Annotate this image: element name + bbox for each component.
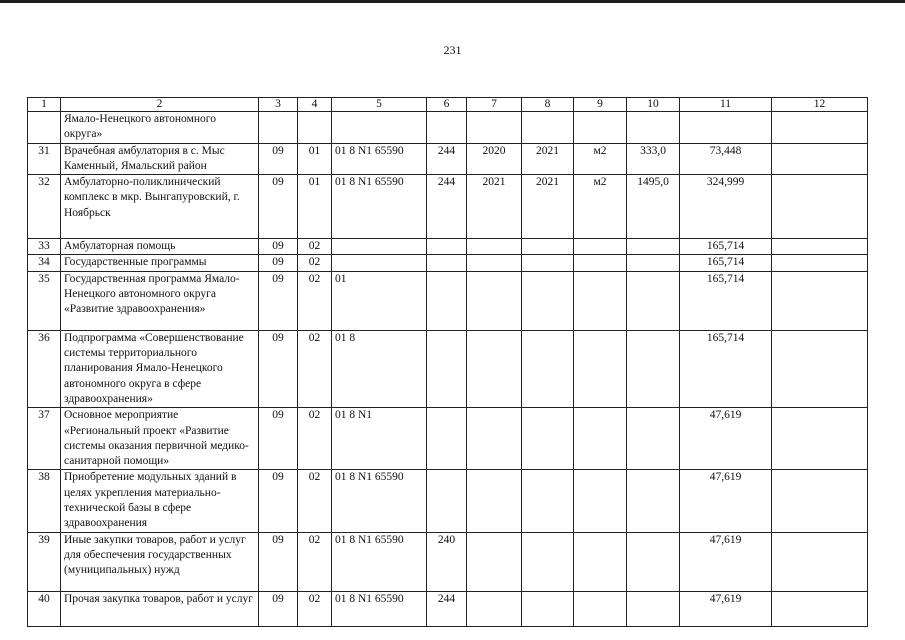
table-row — [28, 175, 868, 239]
cell-item-name: Приобретение модульных зданий в целях укрепления материально-технической базы в сфере здравоохранения — [61, 470, 259, 532]
cell-expense-type-code: 240 — [427, 532, 467, 591]
cell-target-article-code — [332, 255, 427, 271]
column-header: 10 — [627, 98, 680, 112]
cell-subsection-code: 02 — [298, 330, 332, 407]
cell-end-year — [522, 271, 574, 330]
cell-start-year — [467, 330, 522, 407]
column-header: 5 — [332, 98, 427, 112]
cell-note — [772, 143, 868, 175]
column-header: 12 — [772, 98, 868, 112]
cell-amount: 47,619 — [680, 408, 772, 470]
cell-capacity — [627, 112, 680, 144]
cell-item-name: Иные закупки товаров, работ и услуг для обеспечения государственных (муниципальных) нужд — [61, 532, 259, 591]
cell-section-code: 09 — [259, 271, 298, 330]
cell-section-code: 09 — [259, 591, 298, 626]
cell-subsection-code: 02 — [298, 239, 332, 255]
cell-expense-type-code — [427, 470, 467, 532]
cell-row-number: 37 — [28, 408, 61, 470]
cell-amount: 165,714 — [680, 239, 772, 255]
cell-row-number: 35 — [28, 271, 61, 330]
cell-row-number: 33 — [28, 239, 61, 255]
cell-expense-type-code — [427, 239, 467, 255]
cell-item-name: Прочая закупка товаров, работ и услуг — [61, 591, 259, 626]
column-header: 7 — [467, 98, 522, 112]
table-row — [28, 591, 868, 626]
cell-target-article-code: 01 8 N1 65590 — [332, 591, 427, 626]
cell-note — [772, 532, 868, 591]
header-row — [28, 98, 868, 112]
cell-capacity: 1495,0 — [627, 175, 680, 239]
column-header: 9 — [574, 98, 627, 112]
cell-start-year — [467, 255, 522, 271]
cell-capacity — [627, 532, 680, 591]
column-header: 6 — [427, 98, 467, 112]
table-row — [28, 532, 868, 591]
cell-item-name: Подпрограмма «Совершенствование системы территориального планирования Ямало-Ненецкого автономного округа в сфере здравоохранения» — [61, 330, 259, 407]
cell-subsection-code — [298, 112, 332, 144]
cell-start-year — [467, 239, 522, 255]
cell-item-name: Ямало-Ненецкого автономного округа» — [61, 112, 259, 144]
cell-expense-type-code — [427, 330, 467, 407]
cell-capacity — [627, 470, 680, 532]
cell-amount: 47,619 — [680, 532, 772, 591]
cell-target-article-code: 01 8 N1 65590 — [332, 532, 427, 591]
cell-subsection-code: 01 — [298, 175, 332, 239]
cell-section-code — [259, 112, 298, 144]
column-header: 3 — [259, 98, 298, 112]
cell-unit — [574, 330, 627, 407]
cell-unit: м2 — [574, 143, 627, 175]
cell-amount — [680, 112, 772, 144]
cell-amount: 165,714 — [680, 330, 772, 407]
cell-expense-type-code — [427, 112, 467, 144]
cell-row-number — [28, 112, 61, 144]
top-border-line — [0, 0, 905, 3]
cell-item-name: Амбулаторная помощь — [61, 239, 259, 255]
cell-section-code: 09 — [259, 143, 298, 175]
table-row — [28, 143, 868, 175]
cell-note — [772, 255, 868, 271]
cell-target-article-code: 01 8 N1 65590 — [332, 470, 427, 532]
cell-section-code: 09 — [259, 470, 298, 532]
cell-start-year — [467, 532, 522, 591]
cell-row-number: 34 — [28, 255, 61, 271]
table-row — [28, 271, 868, 330]
cell-unit — [574, 591, 627, 626]
cell-note — [772, 591, 868, 626]
cell-row-number: 31 — [28, 143, 61, 175]
cell-capacity: 333,0 — [627, 143, 680, 175]
cell-start-year — [467, 470, 522, 532]
cell-start-year — [467, 408, 522, 470]
column-header: 8 — [522, 98, 574, 112]
cell-note — [772, 239, 868, 255]
cell-capacity — [627, 271, 680, 330]
cell-subsection-code: 02 — [298, 470, 332, 532]
cell-row-number: 32 — [28, 175, 61, 239]
table-row — [28, 470, 868, 532]
cell-note — [772, 175, 868, 239]
cell-end-year — [522, 470, 574, 532]
cell-note — [772, 408, 868, 470]
cell-subsection-code: 02 — [298, 591, 332, 626]
cell-subsection-code: 02 — [298, 532, 332, 591]
cell-start-year — [467, 112, 522, 144]
cell-start-year — [467, 271, 522, 330]
cell-target-article-code: 01 8 N1 65590 — [332, 175, 427, 239]
cell-unit — [574, 239, 627, 255]
budget-table — [27, 97, 868, 627]
column-header: 11 — [680, 98, 772, 112]
table-row — [28, 330, 868, 407]
cell-unit — [574, 532, 627, 591]
cell-row-number: 38 — [28, 470, 61, 532]
cell-end-year: 2021 — [522, 175, 574, 239]
cell-note — [772, 470, 868, 532]
cell-end-year: 2021 — [522, 143, 574, 175]
cell-unit — [574, 470, 627, 532]
cell-start-year — [467, 591, 522, 626]
cell-section-code: 09 — [259, 255, 298, 271]
cell-item-name: Государственные программы — [61, 255, 259, 271]
cell-expense-type-code — [427, 408, 467, 470]
cell-end-year — [522, 330, 574, 407]
cell-item-name: Основное мероприятие «Региональный проект «Развитие системы оказания первичной медико-санитарной помощи» — [61, 408, 259, 470]
cell-expense-type-code — [427, 255, 467, 271]
cell-section-code: 09 — [259, 175, 298, 239]
column-header: 4 — [298, 98, 332, 112]
cell-row-number: 40 — [28, 591, 61, 626]
cell-capacity — [627, 591, 680, 626]
cell-subsection-code: 02 — [298, 255, 332, 271]
cell-unit — [574, 408, 627, 470]
cell-note — [772, 271, 868, 330]
cell-item-name: Врачебная амбулатория в с. Мыс Каменный, Ямальский район — [61, 143, 259, 175]
cell-capacity — [627, 408, 680, 470]
cell-amount: 165,714 — [680, 271, 772, 330]
cell-section-code: 09 — [259, 330, 298, 407]
cell-unit — [574, 112, 627, 144]
cell-amount: 47,619 — [680, 591, 772, 626]
cell-start-year: 2020 — [467, 143, 522, 175]
cell-amount: 47,619 — [680, 470, 772, 532]
cell-amount: 324,999 — [680, 175, 772, 239]
cell-target-article-code: 01 8 — [332, 330, 427, 407]
page-number: 231 — [443, 43, 462, 57]
cell-unit — [574, 271, 627, 330]
cell-amount: 165,714 — [680, 255, 772, 271]
cell-capacity — [627, 255, 680, 271]
cell-expense-type-code: 244 — [427, 143, 467, 175]
table-row — [28, 112, 868, 144]
cell-target-article-code — [332, 112, 427, 144]
cell-amount: 73,448 — [680, 143, 772, 175]
table-row — [28, 255, 868, 271]
cell-start-year: 2021 — [467, 175, 522, 239]
cell-expense-type-code: 244 — [427, 591, 467, 626]
cell-subsection-code: 02 — [298, 408, 332, 470]
table-row — [28, 408, 868, 470]
cell-capacity — [627, 239, 680, 255]
cell-section-code: 09 — [259, 408, 298, 470]
cell-subsection-code: 02 — [298, 271, 332, 330]
cell-unit: м2 — [574, 175, 627, 239]
cell-item-name: Амбулаторно-поликлинический комплекс в мкр. Вынгапуровский, г. Ноябрьск — [61, 175, 259, 239]
cell-target-article-code — [332, 239, 427, 255]
column-header: 2 — [61, 98, 259, 112]
cell-row-number: 36 — [28, 330, 61, 407]
cell-end-year — [522, 112, 574, 144]
cell-unit — [574, 255, 627, 271]
cell-capacity — [627, 330, 680, 407]
cell-end-year — [522, 239, 574, 255]
cell-note — [772, 330, 868, 407]
cell-end-year — [522, 532, 574, 591]
cell-expense-type-code: 244 — [427, 175, 467, 239]
cell-target-article-code: 01 — [332, 271, 427, 330]
cell-row-number: 39 — [28, 532, 61, 591]
cell-note — [772, 112, 868, 144]
cell-item-name: Государственная программа Ямало-Ненецкого автономного округа «Развитие здравоохранения» — [61, 271, 259, 330]
column-header: 1 — [28, 98, 61, 112]
cell-target-article-code: 01 8 N1 65590 — [332, 143, 427, 175]
cell-end-year — [522, 591, 574, 626]
table-row — [28, 239, 868, 255]
cell-end-year — [522, 408, 574, 470]
cell-section-code: 09 — [259, 532, 298, 591]
cell-target-article-code: 01 8 N1 — [332, 408, 427, 470]
cell-expense-type-code — [427, 271, 467, 330]
cell-end-year — [522, 255, 574, 271]
cell-subsection-code: 01 — [298, 143, 332, 175]
cell-section-code: 09 — [259, 239, 298, 255]
